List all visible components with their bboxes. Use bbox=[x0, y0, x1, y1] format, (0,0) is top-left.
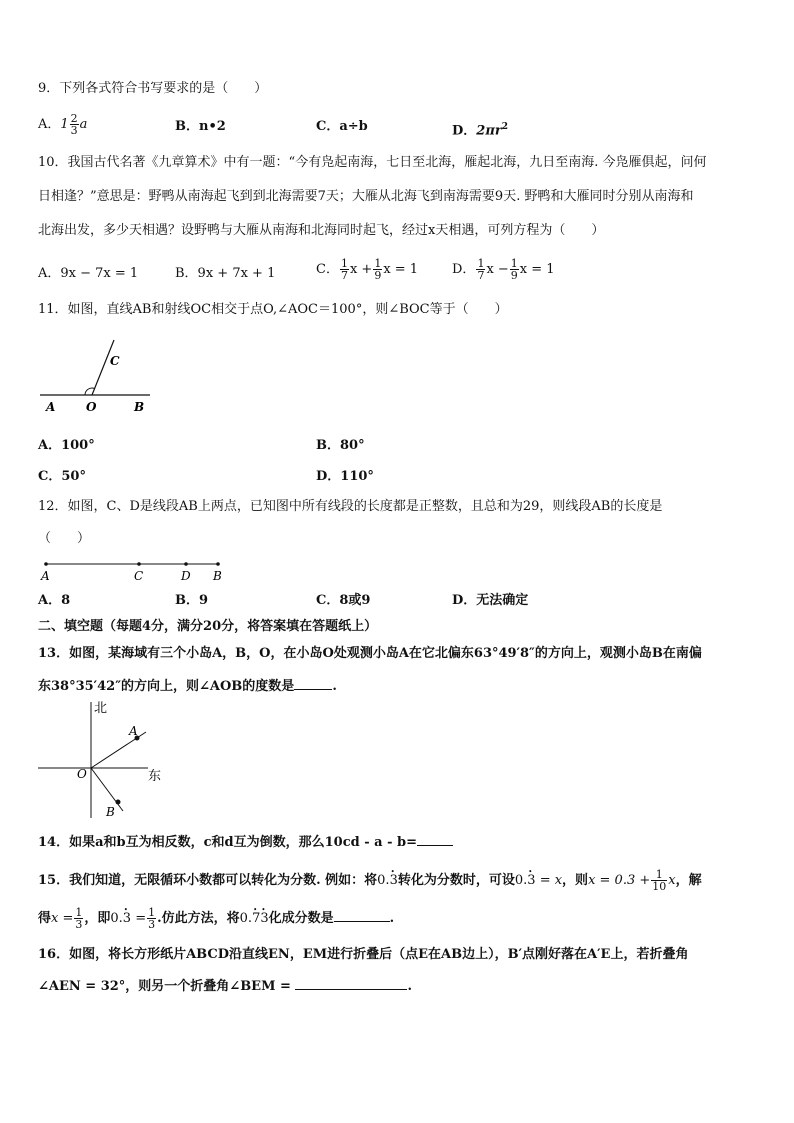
q12-option-a: A．8 bbox=[38, 593, 71, 608]
q10-line-1: 10．我国古代名著《九章算术》中有一题：“今有凫起南海，七日至北海，雁起北海，九日至南海. 今凫雁俱起，问何 bbox=[38, 155, 707, 170]
q10-option-b: B．9x + 7x + 1 bbox=[175, 266, 276, 281]
q13-label-north: 北 bbox=[94, 701, 108, 716]
q12-point-b bbox=[216, 562, 220, 566]
q15-line-2: 得x = $\frac{1}{3}$ ，即0.• 3 = $\frac{1}{3}$ .仿此方法，将0.• 7• 3化成分数是 . bbox=[38, 907, 394, 930]
q12-label-d: D bbox=[181, 569, 191, 583]
q12-label-c: C bbox=[134, 569, 144, 583]
q11-option-b: B．80° bbox=[316, 438, 365, 453]
q14-answer-blank bbox=[417, 833, 453, 846]
q9-stem: 9．下列各式符合书写要求的是（ ） bbox=[38, 81, 268, 96]
q15-line-1: 15．我们知道，无限循环小数都可以转化为分数. 例如：将0.• 3转化为分数时，可设0.• 3 = x，则x = 0.3 + $\frac{1}{10}$ x，解 bbox=[38, 869, 702, 892]
q12-label-b: B bbox=[213, 569, 222, 583]
q13-label-o: O bbox=[77, 767, 87, 781]
q13-answer-blank bbox=[294, 677, 332, 690]
q9-option-d: D．$2\pi r^2$ bbox=[452, 122, 508, 139]
q13-point-b bbox=[116, 800, 121, 805]
q13-label-a: A bbox=[129, 724, 138, 738]
q13-line-1: 13．如图，某海域有三个小岛A，B，O，在小岛O处观测小岛A在它北偏东63°49′8″的方向上，观测小岛B在南偏 bbox=[38, 646, 702, 661]
q12-option-d: D．无法确定 bbox=[452, 593, 529, 608]
q16-answer-blank bbox=[295, 977, 407, 990]
q12-point-c bbox=[137, 562, 141, 566]
q9-option-a-var: a bbox=[79, 117, 88, 132]
q13-line-2: 东38°35′42″的方向上，则∠AOB的度数是 . bbox=[38, 679, 337, 694]
q12-option-c: C．8或9 bbox=[316, 593, 371, 608]
q11-label-c: C bbox=[110, 354, 120, 368]
q12-line-1: 12．如图，C、D是线段AB上两点，已知图中所有线段的长度都是正整数，且总和为29，则线段AB的长度是 bbox=[38, 499, 663, 514]
q16-line-2: ∠AEN = 32°，则另一个折叠角∠BEM = . bbox=[38, 979, 412, 994]
q10-line-3: 北海出发，多少天相遇？设野鸭与大雁从南海和北海同时起飞，经过x天相遇，可列方程为（ ） bbox=[38, 223, 605, 238]
q12-point-a bbox=[44, 562, 48, 566]
q11-option-a: A．100° bbox=[38, 438, 95, 453]
q10-option-d: D． $\frac{1}{7}$ x − $\frac{1}{9}$ x = 1 bbox=[452, 257, 555, 282]
q11-stem: 11．如图，直线AB和射线OC相交于点O,∠AOC＝100°，则∠BOC等于（ ） bbox=[38, 302, 508, 317]
q11-figure bbox=[38, 335, 168, 417]
q13-figure bbox=[36, 698, 176, 823]
q11-label-o: O bbox=[86, 400, 97, 414]
q9-option-a bbox=[38, 113, 87, 136]
q9-option-a-fraction: $\frac{2}{3}$ bbox=[70, 112, 78, 137]
q10-option-c: C． $\frac{1}{7}$ x + $\frac{1}{9}$ x = 1 bbox=[316, 257, 419, 282]
q10-option-a: A．9x − 7x = 1 bbox=[38, 266, 139, 281]
q9-option-c: C．a÷b bbox=[316, 119, 368, 134]
q16-line-1: 16．如图，将长方形纸片ABCD沿直线EN，EM进行折叠后（点E在AB边上），B′点刚好落在A′E上，若折叠角 bbox=[38, 947, 689, 962]
q12-point-d bbox=[184, 562, 188, 566]
q12-line-2: （ ） bbox=[38, 531, 91, 546]
q15-answer-blank bbox=[334, 909, 390, 922]
q13-label-b: B bbox=[106, 805, 115, 819]
q14-stem: 14．如果a和b互为相反数，c和d互为倒数，那么10cd - a - b= bbox=[38, 833, 453, 852]
q11-label-a: A bbox=[46, 400, 56, 414]
q10-line-2: 日相逢？”意思是：野鸭从南海起飞到到北海需要7天；大雁从北海飞到南海需要9天. 野鸭和大雁同时分别从南海和 bbox=[38, 189, 694, 204]
q12-figure bbox=[38, 558, 228, 584]
q9-option-b: B．n•2 bbox=[175, 119, 226, 134]
q13-label-east: 东 bbox=[148, 769, 162, 784]
q12-option-b: B．9 bbox=[175, 593, 209, 608]
q11-label-b: B bbox=[134, 400, 145, 414]
q11-option-c: C．50° bbox=[38, 469, 86, 484]
q9-option-a-label: A． bbox=[38, 117, 61, 132]
q11-option-d: D．110° bbox=[316, 469, 374, 484]
section-2-heading: 二、填空题（每题4分，满分20分，将答案填在答题纸上） bbox=[38, 619, 378, 634]
q12-label-a: A bbox=[41, 569, 50, 583]
q9-option-a-whole: 1 bbox=[60, 117, 69, 132]
